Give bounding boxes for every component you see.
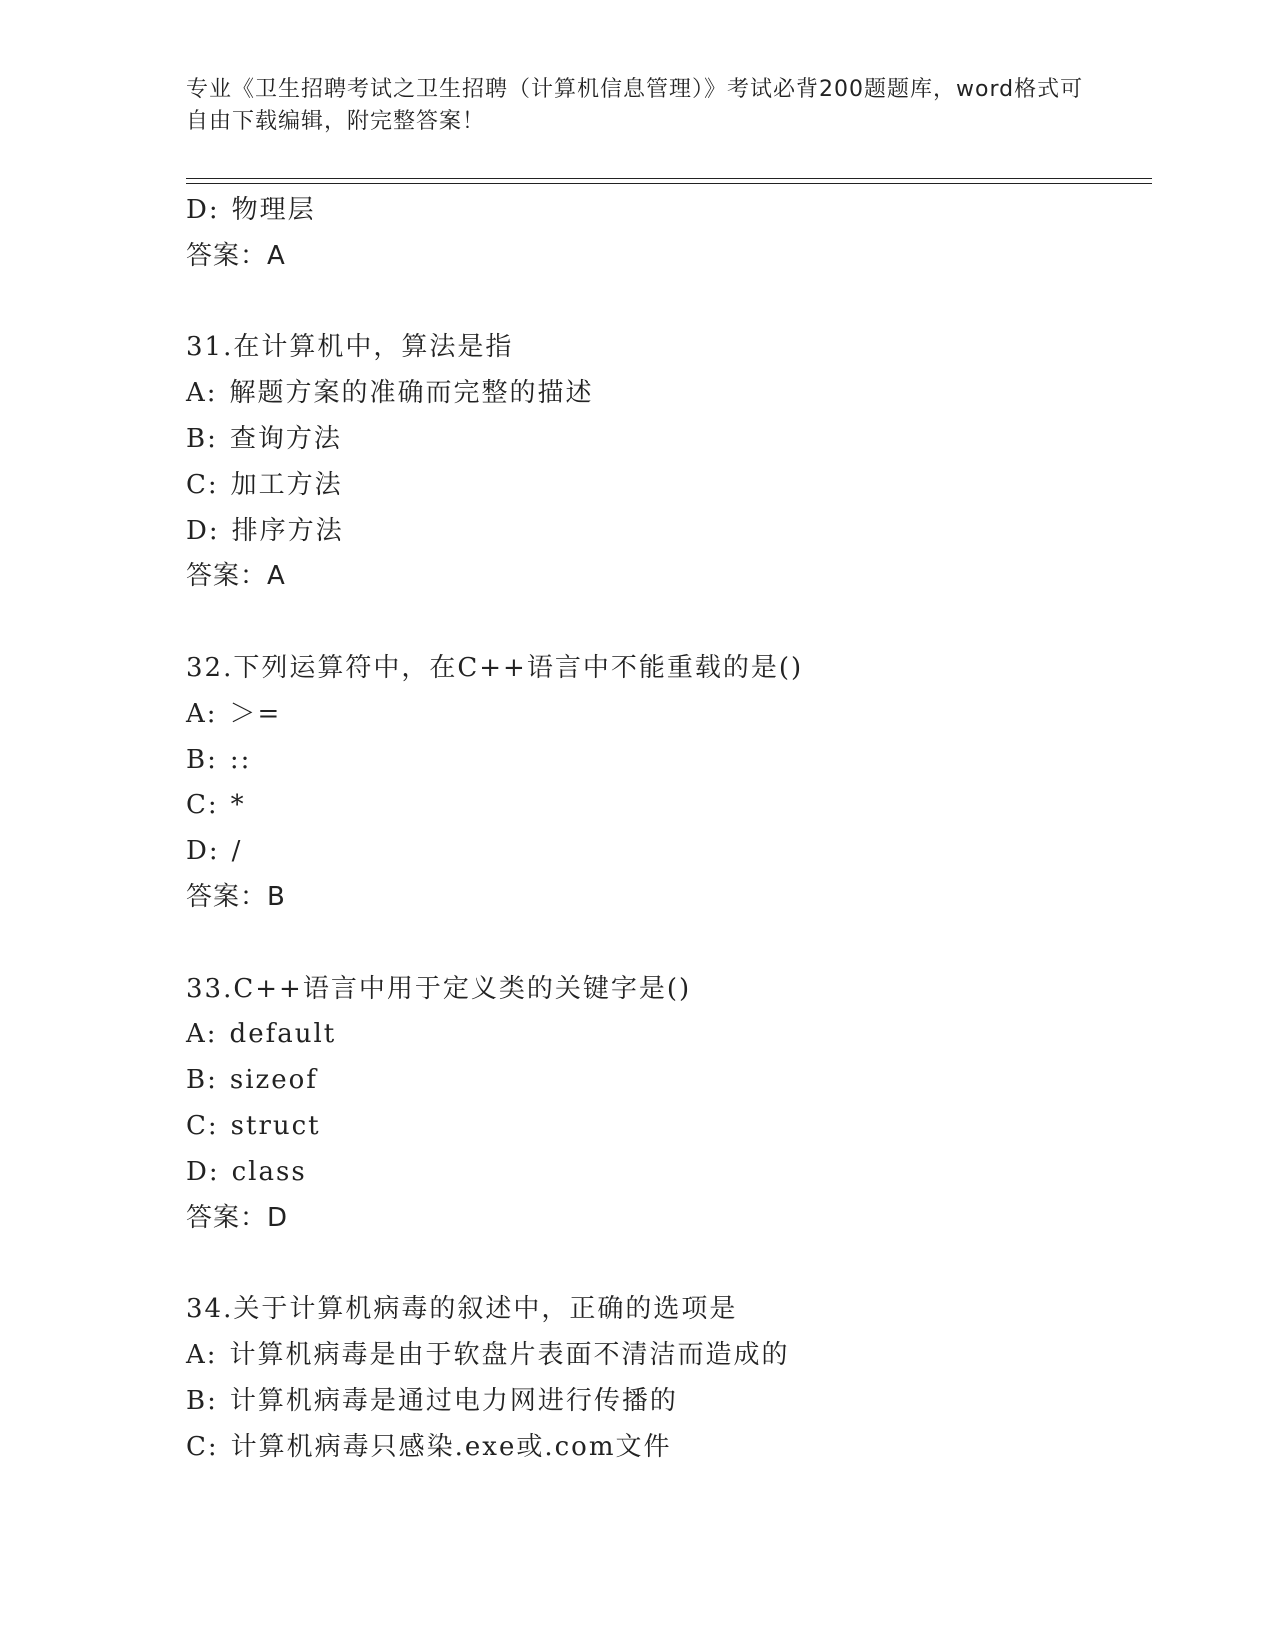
option-text: 计算机病毒是通过电力网进行传播的	[229, 1385, 678, 1416]
answer: 答案：A	[186, 240, 286, 271]
question-list	[186, 188, 1146, 1470]
option-label: B:	[186, 744, 218, 775]
option-label: A:	[186, 1019, 218, 1050]
option-label: C:	[186, 1110, 219, 1141]
option-label: B:	[186, 1385, 218, 1416]
option-d	[186, 509, 1146, 555]
option-b	[186, 417, 1146, 463]
option-label: C:	[186, 790, 219, 821]
option-a	[186, 1012, 1146, 1058]
option-label: D:	[186, 195, 220, 225]
option-text: struct	[230, 1110, 321, 1141]
option-text: ＞=	[229, 698, 282, 729]
spacer	[186, 921, 1146, 967]
option-label: C:	[186, 469, 219, 500]
option-a	[186, 1333, 1146, 1379]
option-label: A:	[186, 698, 218, 729]
answer: 答案：D	[186, 1202, 289, 1233]
option-c	[186, 783, 1146, 829]
option-c	[186, 463, 1146, 509]
option-b	[186, 738, 1146, 784]
option-d	[186, 188, 1146, 234]
option-text: sizeof	[229, 1065, 318, 1096]
option-d	[186, 829, 1146, 875]
option-text: class	[231, 1156, 307, 1187]
option-text: 物理层	[231, 195, 316, 225]
page-header: 专业《卫生招聘考试之卫生招聘（计算机信息管理）》考试必背200题题库，word格式可自由下载编辑，附完整答案！	[186, 77, 1084, 134]
option-label: D:	[186, 1156, 220, 1187]
option-a	[186, 692, 1146, 738]
option-text: 加工方法	[230, 469, 343, 500]
option-label: B:	[186, 423, 218, 454]
option-d	[186, 1150, 1146, 1196]
spacer	[186, 1241, 1146, 1287]
option-c	[186, 1425, 1146, 1471]
option-text: *	[230, 790, 246, 821]
option-label: A:	[186, 378, 218, 409]
option-text: 查询方法	[229, 423, 342, 454]
option-label: B:	[186, 1065, 218, 1096]
question-stem: 32.下列运算符中，在C++语言中不能重载的是()	[186, 652, 804, 683]
option-label: C:	[186, 1431, 219, 1462]
option-b	[186, 1058, 1146, 1104]
spacer	[186, 600, 1146, 646]
option-c	[186, 1104, 1146, 1150]
option-text: 解题方案的准确而完整的描述	[229, 378, 594, 409]
spacer	[186, 280, 1146, 326]
option-label: D:	[186, 836, 220, 867]
answer: 答案：B	[186, 881, 286, 912]
option-label: A:	[186, 1339, 218, 1370]
option-text: 排序方法	[231, 515, 344, 546]
option-b	[186, 1379, 1146, 1425]
answer: 答案：A	[186, 561, 286, 592]
option-label: D:	[186, 515, 220, 546]
question-stem: 31.在计算机中，算法是指	[186, 332, 514, 363]
question-stem: 33.C++语言中用于定义类的关键字是()	[186, 973, 692, 1004]
option-text: /	[231, 836, 243, 867]
question-stem: 34.关于计算机病毒的叙述中，正确的选项是	[186, 1294, 738, 1325]
header-divider	[186, 178, 1152, 184]
option-text: 计算机病毒是由于软盘片表面不清洁而造成的	[229, 1339, 790, 1370]
option-text: ::	[229, 744, 252, 775]
option-text: default	[229, 1019, 337, 1050]
option-a	[186, 371, 1146, 417]
option-text: 计算机病毒只感染.exe或.com文件	[230, 1431, 672, 1462]
